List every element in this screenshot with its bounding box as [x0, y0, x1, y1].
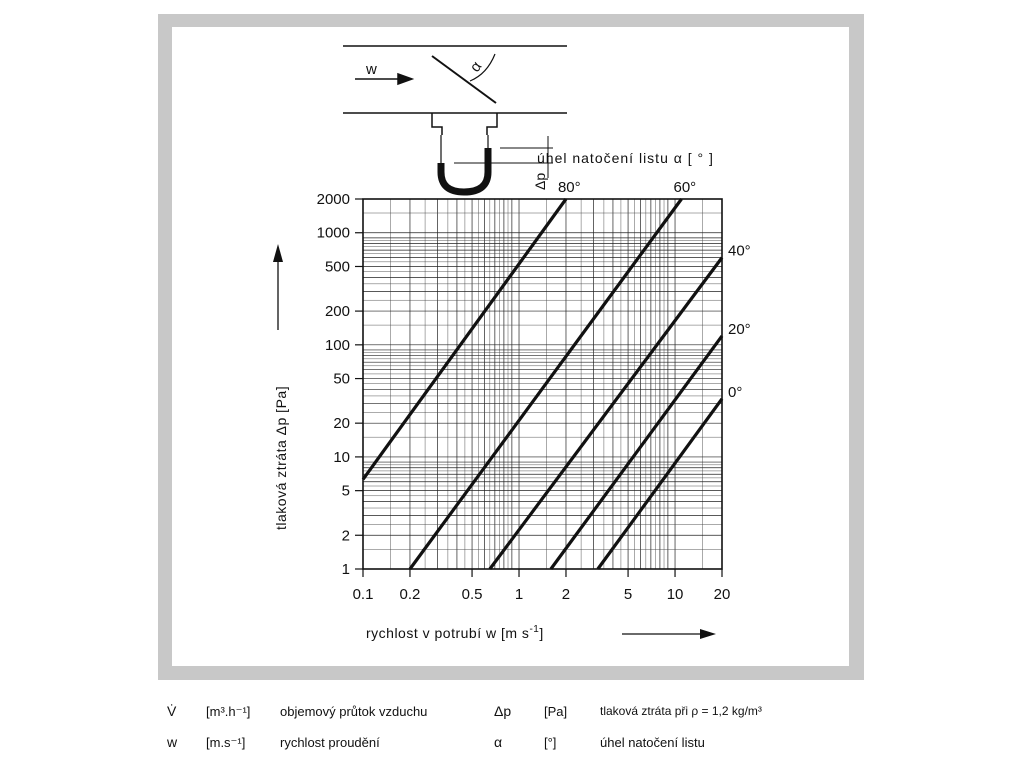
plot-grid	[355, 199, 722, 577]
legend-symbol-alpha: α	[494, 734, 503, 750]
x-axis-label-end: ]	[539, 625, 544, 641]
flow-arrow-head	[398, 74, 412, 84]
legend-unit-flow: [m³.h⁻¹]	[206, 704, 251, 719]
flow-label: w	[366, 61, 377, 78]
y-tick-label: 100	[324, 336, 350, 354]
legend-symbol-w: w	[167, 734, 178, 750]
y-tick-label: 10	[333, 448, 350, 466]
legend-unit-alpha: [°]	[544, 735, 557, 750]
series-label: 60°	[673, 179, 697, 196]
damper-blade	[432, 56, 496, 103]
angle-symbol: α	[466, 58, 486, 76]
x-tick-label: 0.5	[461, 586, 483, 603]
y-tick-label: 200	[324, 303, 350, 321]
x-tick-label: 0.2	[399, 586, 421, 603]
legend-symbol-dp: Δp	[494, 703, 512, 719]
x-tick-label: 2	[561, 586, 571, 603]
legend-desc-w: rychlost proudění	[280, 735, 380, 750]
y-tick-label: 2000	[316, 191, 350, 208]
y-tick-label: 2	[341, 527, 350, 545]
y-tick-label: 500	[324, 258, 350, 276]
angle-caption: úhel natočení listu α [ ° ]	[537, 150, 714, 166]
dp-label: Δp	[532, 172, 548, 190]
tick-labels	[317, 191, 731, 603]
x-tick-label: 10	[666, 586, 684, 603]
x-axis-label-main: rychlost v potrubí w [m s	[366, 625, 530, 641]
y-tick-label: 20	[333, 415, 350, 433]
x-axis-label	[366, 624, 544, 641]
x-axis-label-exp: -1	[529, 624, 540, 635]
legend-unit-dp: [Pa]	[544, 704, 568, 719]
series-label: 0°	[728, 383, 743, 401]
legend-desc-dp: tlaková ztráta při ρ = 1,2 kg/m³	[600, 704, 762, 718]
pressure-tap	[432, 113, 497, 135]
series-label: 20°	[728, 320, 751, 338]
y-tick-label: 50	[333, 370, 350, 388]
manometer-liquid	[441, 148, 488, 192]
x-tick-label: 5	[623, 586, 633, 603]
legend-unit-w: [m.s⁻¹]	[206, 735, 246, 750]
y-axis-label: tlaková ztráta Δp [Pa]	[273, 385, 289, 530]
legend-desc-alpha: úhel natočení listu	[600, 735, 705, 750]
y-tick-label: 5	[341, 482, 350, 500]
legend-symbol-flow: V̇	[167, 703, 177, 719]
x-axis-arrow-head	[700, 629, 716, 639]
y-tick-label: 1000	[316, 224, 350, 242]
y-tick-label: 1	[341, 561, 350, 578]
series-label: 80°	[557, 179, 581, 196]
x-tick-label: 1	[514, 586, 524, 603]
series-label: 40°	[728, 242, 751, 260]
x-tick-label: 20	[713, 586, 731, 603]
x-tick-label: 0.1	[352, 586, 374, 603]
y-axis-arrow-head	[273, 244, 283, 262]
legend-desc-flow: objemový průtok vzduchu	[280, 704, 428, 719]
